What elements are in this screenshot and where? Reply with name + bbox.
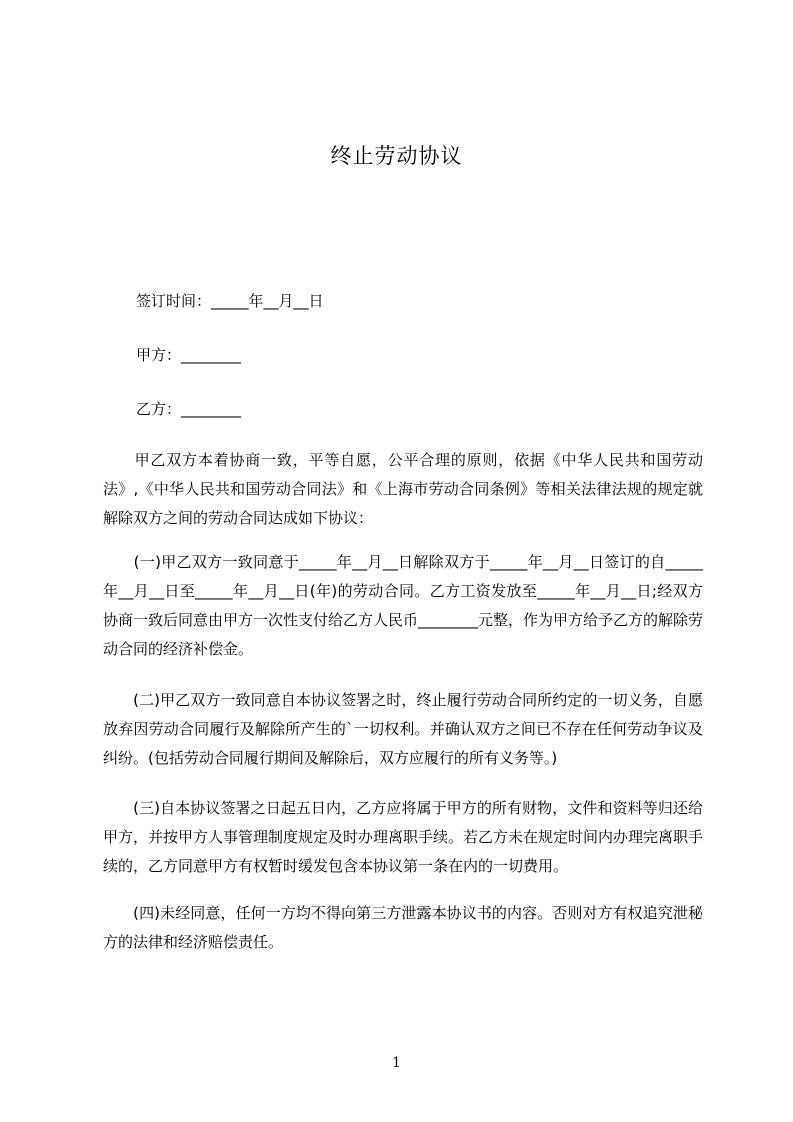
party-b-line: 乙方：________ <box>136 400 242 418</box>
party-a-line: 甲方：________ <box>136 346 242 364</box>
clause-4-paragraph: (四)未经同意，任何一方均不得向第三方泄露本协议书的内容。否则对方有权追究泄秘方的法律和经济赔偿责任。 <box>103 904 703 951</box>
clause-3-paragraph: (三)自本协议签署之日起五日内，乙方应将属于甲方的所有财物，文件和资料等归还给甲方，并按甲方人事管理制度规定及时办理离职手续。若乙方未在规定时间内办理完离职手续的，乙方同意甲方有权暂时缓发包含本协议第一条在内的一切费用。 <box>103 799 704 875</box>
sign-date-line: 签订时间：_____年__月__日 <box>136 292 324 310</box>
clause-1-paragraph: (一)甲乙双方一致同意于_____年__月__日解除双方于_____年__月__日签订的自_____年__月__日至_____年__月__日(年)的劳动合同。乙方工资发放至_____年__月__日;经双方协商一致后同意由甲方一次性支付给乙方人民币________元整，作为甲方给予乙方的解除劳动合同的经济补偿金。 <box>103 553 704 658</box>
clause-2-paragraph: (二)甲乙双方一致同意自本协议签署之时，终止履行劳动合同所约定的一切义务，自愿放弃因劳动合同履行及解除所产生的`一切权利。并确认双方之间已不存在任何劳动争议及纠纷。(包括劳动合同履行期间及解除后，双方应履行的所有义务等。) <box>103 691 703 767</box>
document-title: 终止劳动协议 <box>330 144 463 168</box>
intro-paragraph: 甲乙双方本着协商一致，平等自愿，公平合理的原则，依据《中华人民共和国劳动法》,《中华人民共和国劳动合同法》和《上海市劳动合同条例》等相关法律法规的规定就解除双方之间的劳动合同达成如下协议： <box>103 451 703 527</box>
page-number: 1 <box>392 1055 401 1071</box>
